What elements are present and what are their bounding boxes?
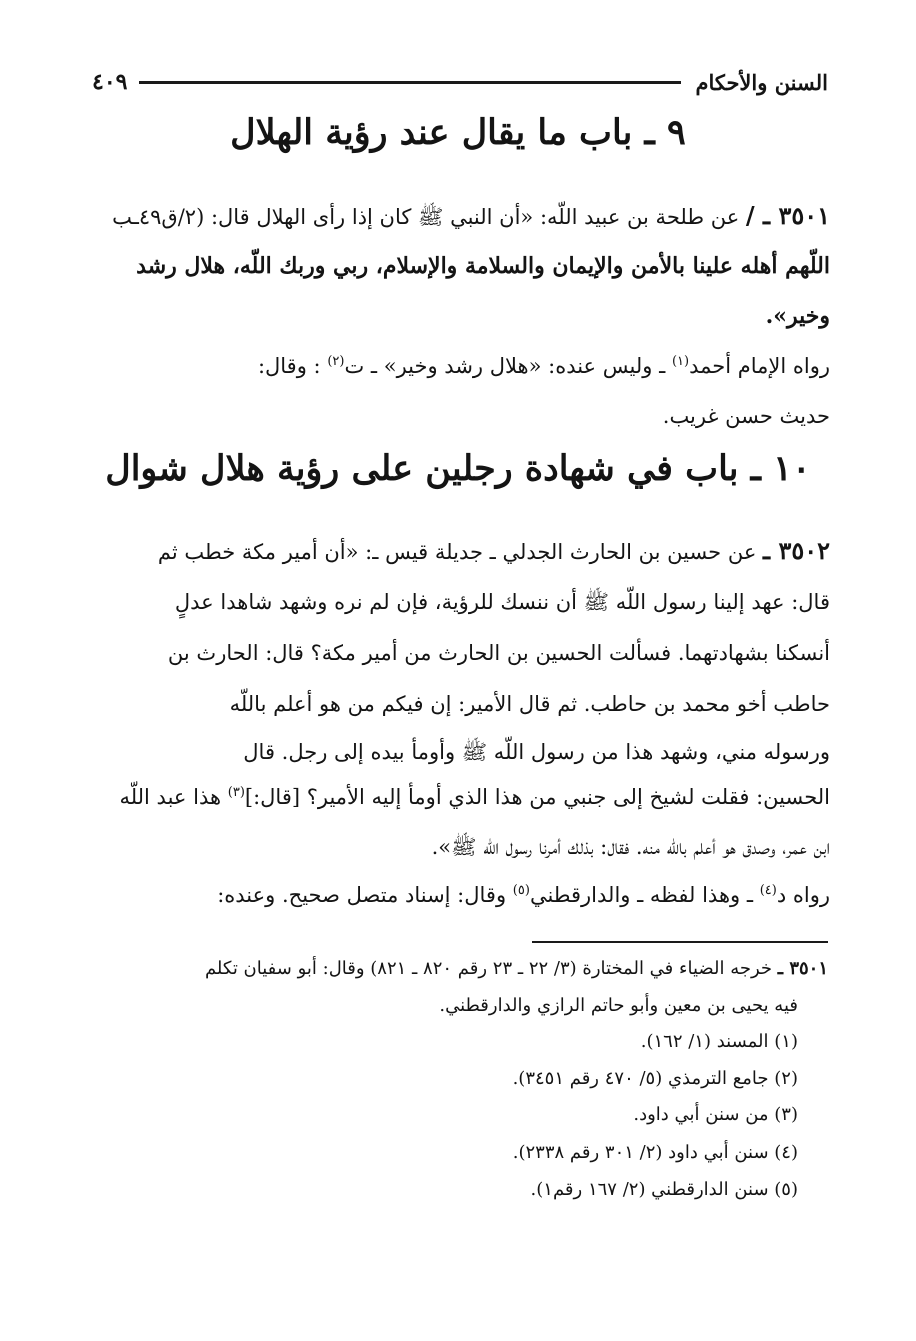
- narration-text-a: رواه الإمام أحمد: [689, 354, 830, 378]
- footnote-5: (٥) سنن الدارقطني (٢/ ١٦٧ رقم١).: [530, 1179, 798, 1200]
- header-rule: [139, 81, 681, 84]
- footnote-ref-1: (١): [671, 354, 690, 369]
- footnote-2: (٢) جامع الترمذي (٥/ ٤٧٠ رقم ٣٤٥١).: [512, 1068, 798, 1089]
- footnote-4: (٤) سنن أبي داود (٢/ ٣٠١ رقم ٢٣٣٨).: [512, 1142, 798, 1163]
- hadith-3501-line-1: [102, 197, 830, 236]
- footnote-3501-line-2: فيه يحيى بن معين وأبو حاتم الرازي والدارقطني.: [439, 995, 798, 1016]
- hadith-3502-line-5: ورسوله مني، وشهد هذا من رسول اللّه ﷺ وأومأ بيده إلى رجل. قال: [243, 740, 830, 764]
- footnote-divider: [532, 941, 828, 943]
- hadith-3502-line-1: [102, 532, 830, 571]
- hadith-3501-line-3: وخير».: [765, 303, 830, 329]
- line6-text-a: الحسين: فقلت لشيخ إلى جنبي من هذا الذي أومأ إليه الأمير؟ [قال:]: [244, 785, 830, 809]
- narration2-text-a: رواه د: [776, 883, 830, 907]
- hadith-3501-grading: حديث حسن غريب.: [662, 404, 830, 428]
- chapter-heading-10: ١٠ ـ باب في شهادة رجلين على رؤية هلال شوال: [105, 448, 811, 489]
- hadith-3501-narration: [102, 347, 830, 385]
- hadith-3502-line-2: قال: عهد إلينا رسول اللّه ﷺ أن ننسك للرؤية، فإن لم نره وشهد شاهدا عدلٍ: [174, 590, 830, 614]
- hadith-number-3502: ٣٥٠٢ ـ: [763, 536, 830, 565]
- footnote-ref-4: (٤): [759, 883, 777, 898]
- hadith-number-3501: ٣٥٠١ ـ /: [745, 201, 830, 230]
- narration2-text-c: وقال: إسناد متصل صحيح. وعنده:: [217, 883, 507, 907]
- line6-text-b: هذا عبد اللّه: [119, 785, 222, 809]
- hadith-3502-line-6: [102, 778, 830, 816]
- footnote-3501-number: ٣٥٠١ ـ: [777, 958, 828, 979]
- footnote-3501-text: خرجه الضياء في المختارة (٣/ ٢٢ ـ ٢٣ رقم ٨٢٠ ـ ٨٢١) وقال: أبو سفيان تكلم: [204, 958, 773, 979]
- footnote-ref-3: (٣): [227, 785, 245, 800]
- hadith-3502-text: عن حسين بن الحارث الجدلي ـ جديلة قيس ـ: «أن أمير مكة خطب ثم: [157, 540, 757, 564]
- footnote-ref-5: (٥): [512, 883, 530, 898]
- running-title: السنن والأحكام: [695, 69, 828, 95]
- narration-text-b: ـ وليس عنده: «هلال رشد وخير» ـ ت: [344, 354, 666, 378]
- chapter-heading-9: ٩ ـ باب ما يقال عند رؤية الهلال: [230, 112, 686, 153]
- footnote-3: (٣) من سنن أبي داود.: [633, 1104, 798, 1125]
- running-header: [92, 62, 828, 102]
- hadith-3502-line-7: ابن عمر، وصدق هو أعلم باللّه منه. فقال: بذلك أمرنا رسول اللّه ﷺ».: [431, 835, 830, 859]
- footnote-3501-line-1: [102, 953, 828, 985]
- page-number: ٤٠٩: [92, 69, 128, 95]
- narration2-text-b: ـ وهذا لفظه ـ والدارقطني: [529, 883, 754, 907]
- hadith-3502-line-4: حاطب أخو محمد بن حاطب. ثم قال الأمير: إن فيكم من هو أعلم باللّه: [229, 692, 830, 716]
- footnote-1: (١) المسند (١/ ١٦٢).: [640, 1031, 798, 1052]
- footnote-ref-2: (٢): [327, 354, 345, 369]
- hadith-3501-text: عن طلحة بن عبيد اللّه: «أن النبي ﷺ كان إذا رأى الهلال قال: (٢/ق٤٩ـب: [112, 205, 740, 229]
- narration-text-c: : وقال:: [257, 354, 321, 378]
- hadith-3502-narration: [102, 876, 830, 914]
- hadith-3502-line-3: أنسكنا بشهادتهما. فسألت الحسين بن الحارث من أمير مكة؟ قال: الحارث بن: [167, 641, 830, 665]
- hadith-3501-line-2: اللّهم أهله علينا بالأمن والإيمان والسلامة والإسلام، ربي وربك اللّه، هلال رشد: [136, 253, 830, 279]
